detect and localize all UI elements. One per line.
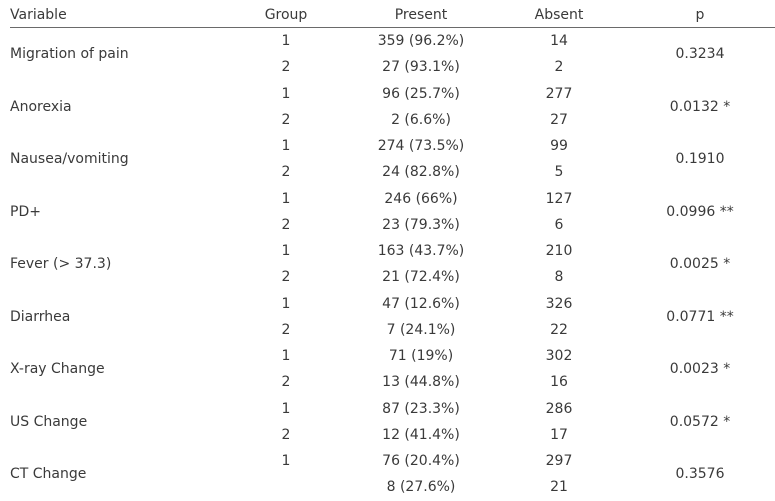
absent-cell: 27 <box>550 111 568 128</box>
absent-cell: 14 <box>550 33 568 49</box>
present-cell: 8 (27.6%) <box>386 479 456 496</box>
absent-cell: 16 <box>550 374 568 391</box>
absent-cell: 297 <box>545 453 573 469</box>
present-cell: 359 (96.2%) <box>377 33 465 49</box>
absent-cell: 326 <box>545 295 573 312</box>
group-cell: 2 <box>281 426 291 443</box>
p-value-cell: 0.3234 <box>675 46 725 62</box>
data-table <box>10 0 775 501</box>
p-value-cell: 0.0132 * <box>669 98 731 115</box>
present-cell: 12 (41.4%) <box>382 426 460 443</box>
group-cell: 1 <box>281 453 291 469</box>
header-absent: Absent <box>534 7 584 23</box>
present-cell: 163 (43.7%) <box>377 243 465 259</box>
p-value-cell: 0.0996 ** <box>666 203 734 220</box>
p-value-cell: 0.0572 * <box>669 413 731 430</box>
table-row <box>10 28 775 81</box>
absent-cell: 2 <box>554 59 564 76</box>
p-value-cell: 0.0771 ** <box>666 308 734 325</box>
present-cell: 24 (82.8%) <box>382 164 460 181</box>
variable-name: CT Change <box>10 466 87 482</box>
absent-cell: 17 <box>550 426 568 443</box>
p-value-cell: 0.0023 * <box>669 361 731 377</box>
absent-cell: 277 <box>545 85 573 102</box>
variable-name: US Change <box>10 413 88 430</box>
group-cell: 2 <box>281 374 291 391</box>
present-cell: 71 (19%) <box>388 348 454 364</box>
absent-cell: 5 <box>554 164 564 181</box>
absent-cell: 210 <box>545 243 573 259</box>
present-cell: 21 (72.4%) <box>382 269 460 286</box>
variable-name: Fever (> 37.3) <box>10 256 112 272</box>
table-header <box>10 0 775 28</box>
group-cell: 2 <box>281 269 291 286</box>
table-row <box>10 133 775 186</box>
group-cell: 2 <box>281 321 291 338</box>
group-cell: 1 <box>281 348 291 364</box>
p-value-cell: 0.3576 <box>675 466 725 482</box>
variable-name: Migration of pain <box>10 46 129 62</box>
group-cell: 1 <box>281 33 291 49</box>
absent-cell: 21 <box>550 479 568 496</box>
present-cell: 274 (73.5%) <box>377 138 465 154</box>
present-cell: 246 (66%) <box>384 190 458 207</box>
absent-cell: 286 <box>545 400 573 417</box>
group-cell: 2 <box>281 216 291 233</box>
group-cell: 1 <box>281 295 291 312</box>
variable-name: Nausea/vomiting <box>10 151 129 167</box>
group-cell: 1 <box>281 400 291 417</box>
header-present: Present <box>394 7 448 23</box>
absent-cell: 22 <box>550 321 568 338</box>
present-cell: 23 (79.3%) <box>382 216 460 233</box>
variable-name: Anorexia <box>10 98 72 115</box>
variable-name: X-ray Change <box>10 361 105 377</box>
table-row <box>10 448 775 501</box>
absent-cell: 302 <box>545 348 573 364</box>
present-cell: 87 (23.3%) <box>382 400 460 417</box>
p-value-cell: 0.0025 * <box>669 256 731 272</box>
group-cell: 2 <box>281 111 291 128</box>
group-cell: 1 <box>281 190 291 207</box>
group-cell: 1 <box>281 138 291 154</box>
absent-cell: 8 <box>554 269 564 286</box>
group-cell: 1 <box>281 243 291 259</box>
table-row <box>10 81 775 134</box>
table-row <box>10 186 775 239</box>
header-p: p <box>695 7 705 23</box>
table-row <box>10 238 775 291</box>
header-group: Group <box>264 7 308 23</box>
absent-cell: 99 <box>550 138 568 154</box>
present-cell: 13 (44.8%) <box>382 374 460 391</box>
table-row <box>10 343 775 396</box>
variable-name: Diarrhea <box>10 308 71 325</box>
present-cell: 76 (20.4%) <box>382 453 460 469</box>
table-row <box>10 396 775 449</box>
table-row <box>10 291 775 344</box>
absent-cell: 6 <box>554 216 564 233</box>
group-cell: 1 <box>281 85 291 102</box>
variable-name: PD+ <box>10 203 41 220</box>
absent-cell: 127 <box>545 190 573 207</box>
present-cell: 2 (6.6%) <box>391 111 451 128</box>
present-cell: 96 (25.7%) <box>382 85 460 102</box>
header-variable: Variable <box>10 7 67 23</box>
present-cell: 47 (12.6%) <box>382 295 460 312</box>
group-cell: 2 <box>281 59 291 76</box>
p-value-cell: 0.1910 <box>675 151 725 167</box>
group-cell: 2 <box>281 164 291 181</box>
present-cell: 7 (24.1%) <box>386 321 456 338</box>
present-cell: 27 (93.1%) <box>382 59 460 76</box>
